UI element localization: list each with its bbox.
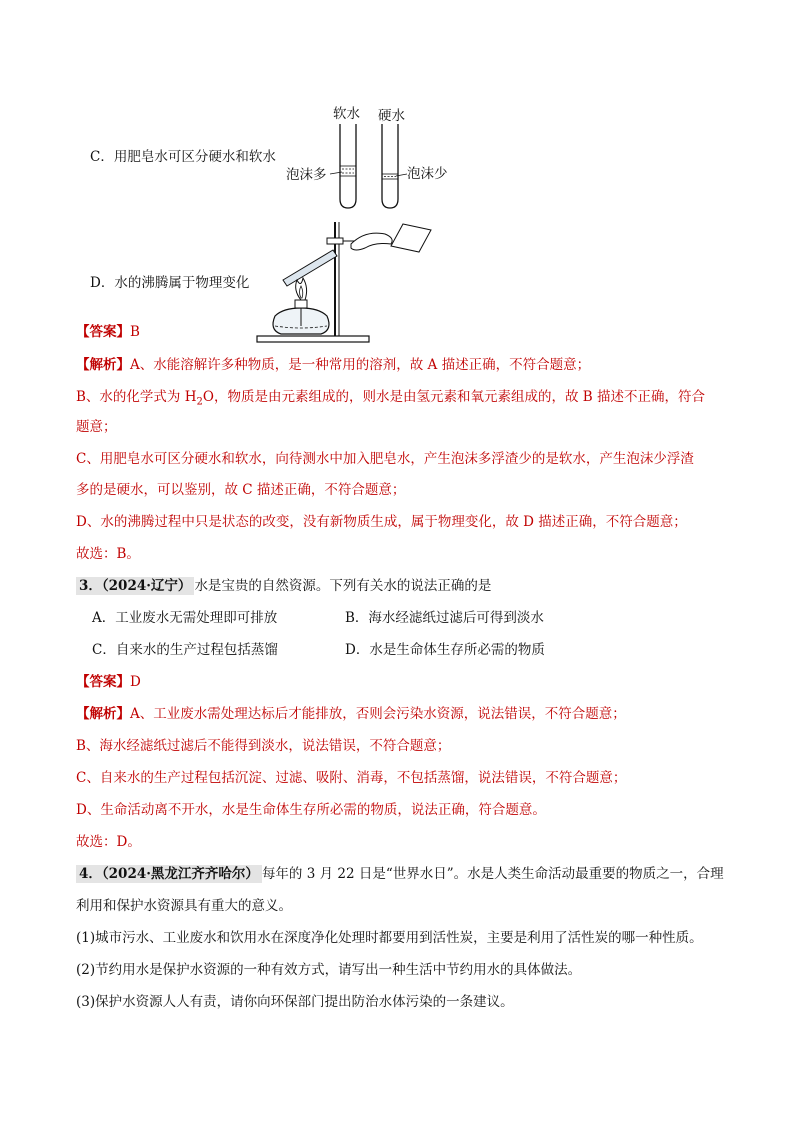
q4-subquestion-2: (2)节约用水是保护水资源的一种有效方式，请写出一种生活中节约用水的具体做法。 — [76, 962, 582, 978]
q2-answer — [76, 323, 140, 341]
analysis-text: O，物质是由元素组成的，则水是由氢元素和氧元素组成的，故 B 描述不正确，符合 — [202, 389, 705, 405]
label-hard-water: 硬水 — [378, 108, 405, 124]
q3-analysis-c: C、自来水的生产过程包括沉淀、过滤、吸附、消毒，不包括蒸馏，说法错误，不符合题意； — [76, 770, 627, 786]
q4-subquestion-1: (1)城市污水、工业废水和饮用水在深度净化处理时都要用到活性炭，主要是利用了活性炭的哪一种性质。 — [76, 930, 703, 946]
q2-conclusion: 故选：B。 — [76, 546, 140, 562]
label-less-foam: 泡沫少 — [407, 166, 448, 182]
question-source: （2024·辽宁） — [101, 578, 192, 594]
q3-option-c: C．自来水的生产过程包括蒸馏 — [92, 642, 278, 658]
test-tubes-figure — [286, 104, 480, 216]
q4-stem-line2: 利用和保护水资源具有重大的意义。 — [76, 898, 292, 914]
q2-analysis-c-line1: C、用肥皂水可区分硬水和软水，向待测水中加入肥皂水，产生泡沫多浮渣少的是软水，产生泡沫少浮渣 — [76, 451, 694, 467]
q4-stem-line1 — [76, 865, 724, 883]
q2-analysis-b-line2: 题意； — [76, 419, 117, 435]
q3-analysis-a — [76, 705, 626, 723]
option-d-text: D．水的沸腾属于物理变化 — [90, 275, 250, 291]
question-source: （2024·黑龙江齐齐哈尔） — [101, 866, 259, 882]
analysis-tag: 【解析】 — [76, 706, 130, 722]
q3-answer — [76, 673, 141, 691]
analysis-tag: 【解析】 — [76, 357, 130, 373]
q4-subquestion-3: (3)保护水资源人人有责，请你向环保部门提出防治水体污染的一条建议。 — [76, 994, 514, 1010]
question-stem: 每年的 3 月 22 日是“世界水日”。水是人类生命活动最重要的物质之一，合理 — [261, 866, 724, 882]
q3-option-d: D．水是生命体生存所必需的物质 — [345, 642, 545, 658]
label-more-foam: 泡沫多 — [286, 167, 327, 183]
q3-number-source — [76, 577, 194, 595]
label-soft-water: 软水 — [333, 106, 360, 122]
answer-value: D — [130, 674, 141, 690]
subscript: 2 — [196, 396, 203, 408]
q2-analysis-d: D、水的沸腾过程中只是状态的改变，没有新物质生成，属于物理变化，故 D 描述正确，不符合题意； — [76, 514, 687, 530]
q2-analysis-a — [76, 356, 590, 374]
q2-analysis-c-line2: 多的是硬水，可以鉴别，故 C 描述正确，不符合题意； — [76, 482, 406, 498]
q3-conclusion: 故选：D。 — [76, 834, 141, 850]
answer-value: B — [130, 324, 140, 340]
q2-analysis-b-line1 — [76, 388, 705, 412]
boiling-apparatus-figure — [255, 218, 445, 346]
q3-analysis-b: B、海水经滤纸过滤后不能得到淡水，说法错误，不符合题意； — [76, 738, 451, 754]
answer-tag: 【答案】 — [76, 674, 130, 690]
question-stem: 水是宝贵的自然资源。下列有关水的说法正确的是 — [194, 578, 492, 594]
analysis-text: B、水的化学式为 H — [76, 389, 197, 405]
q3-analysis-d: D、生命活动离不开水，水是生命体生存所必需的物质，说法正确，符合题意。 — [76, 802, 546, 818]
q4-number-source — [76, 865, 262, 883]
q3-option-b: B．海水经滤纸过滤后可得到淡水 — [345, 610, 544, 626]
q3-option-a: A．工业废水无需处理即可排放 — [92, 610, 278, 626]
analysis-line: A、水能溶解许多种物质，是一种常用的溶剂，故 A 描述正确，不符合题意； — [130, 357, 591, 373]
analysis-line: A、工业废水需处理达标后才能排放，否则会污染水资源，说法错误，不符合题意； — [130, 706, 626, 722]
question-number: 3． — [79, 578, 102, 594]
question-number: 4． — [79, 866, 102, 882]
answer-tag: 【答案】 — [76, 324, 130, 340]
option-c-text: C．用肥皂水可区分硬水和软水 — [90, 149, 276, 165]
q3-stem — [76, 577, 491, 595]
